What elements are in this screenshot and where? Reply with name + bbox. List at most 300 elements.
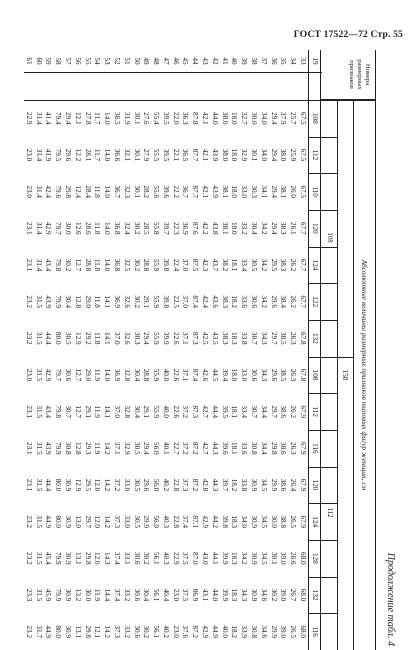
- table-cell: 30.4: [132, 405, 141, 418]
- table-cell: 29.6: [63, 148, 72, 162]
- table-cell: 29.5: [83, 478, 92, 492]
- table-cell: 12.7: [73, 258, 82, 272]
- group-header-158: 158: [337, 100, 353, 650]
- table-cell: 42.6: [201, 368, 210, 382]
- table-cell: 26.1: [289, 222, 298, 235]
- table-cell: 67.9: [299, 405, 307, 418]
- table-cell: 30.5: [132, 442, 141, 455]
- table-cell: 22.6: [171, 368, 180, 382]
- table-cell: 56.1: [152, 588, 161, 602]
- table-cell: 39.5: [161, 148, 170, 162]
- table-cell: 40.0: [161, 405, 170, 418]
- table-cell: 29.1: [142, 405, 151, 418]
- column-header-8: 108: [311, 369, 319, 381]
- table-cell: 12.9: [73, 478, 82, 492]
- table-cell: 30.9: [250, 478, 259, 492]
- table-cell: 30.9: [250, 552, 259, 565]
- table-cell: 67.7: [299, 222, 307, 235]
- table-cell: 29.9: [142, 515, 151, 528]
- table-cell: 67.9: [299, 442, 307, 455]
- table-cell: 22.9: [24, 112, 33, 125]
- table-cell: 44.1: [210, 552, 219, 565]
- table-cell: 87.2: [191, 442, 200, 455]
- corner-header: Номера размерных признаков: [321, 50, 375, 100]
- table-cell: 12.1: [73, 112, 82, 125]
- row-id: 54: [93, 57, 102, 65]
- table-cell: 11.7: [93, 112, 102, 125]
- table-cell: 87.2: [191, 625, 200, 638]
- table-cell: 33.0: [122, 478, 131, 492]
- table-cell: 38.1: [279, 185, 288, 198]
- table-cell: 67.5: [299, 185, 307, 198]
- table-cell: 38.6: [279, 442, 288, 455]
- table-cell: 14.3: [103, 552, 112, 565]
- table-cell: 34.5: [259, 515, 268, 528]
- table-cell: 30.5: [132, 478, 141, 492]
- table-cell: 37.3: [181, 478, 190, 492]
- table-cell: 87.7: [191, 148, 200, 162]
- table-cell: 79.6: [54, 185, 63, 198]
- table-cell: 26.0: [289, 185, 298, 198]
- table-cell: 33.1: [122, 552, 131, 565]
- table-cell: 11.8: [93, 258, 102, 272]
- table-cell: 87.8: [191, 112, 200, 125]
- table-cell: 33.0: [240, 185, 249, 198]
- table-cell: 29.4: [63, 112, 72, 125]
- table-cell: 26.4: [289, 478, 298, 492]
- table-cell: 44.4: [210, 405, 219, 418]
- table-cell: 38.3: [279, 258, 288, 272]
- table-cell: 39.0: [279, 552, 288, 565]
- table-cell: 68.0: [299, 552, 307, 565]
- table-cell: 30.7: [63, 405, 72, 418]
- table-cell: 42.3: [201, 258, 210, 272]
- table-cell: 23.3: [24, 588, 33, 602]
- table-cell: 30.9: [63, 625, 72, 638]
- table-cell: 55.9: [152, 332, 161, 345]
- table-cell: 27.9: [142, 148, 151, 162]
- table-cell: 79.5: [54, 148, 63, 162]
- table-row: [210, 50, 219, 650]
- table-cell: 26.3: [289, 442, 298, 455]
- table-cell: 33.6: [240, 442, 249, 455]
- column-divider: [308, 320, 338, 321]
- subgroup-header-112: 112: [326, 507, 333, 518]
- table-cell: 43.6: [210, 295, 219, 308]
- table-cell: 13.1: [73, 625, 82, 638]
- table-cell: 30.1: [132, 185, 141, 198]
- table-cell: 42.1: [201, 148, 210, 162]
- table-cell: 36.5: [112, 112, 121, 125]
- table-cell: 37.1: [181, 332, 190, 345]
- column-header-6: 122: [311, 296, 319, 308]
- table-cell: 30.2: [132, 258, 141, 272]
- table-cell: 36.9: [181, 222, 190, 235]
- table-cell: 22.2: [171, 185, 180, 198]
- table-cell: 30.2: [132, 222, 141, 235]
- column-index-header: [308, 50, 322, 650]
- table-cell: 67.8: [299, 332, 307, 345]
- table-cell: 30.9: [63, 515, 72, 528]
- table-cell: 30.7: [250, 405, 259, 418]
- table-cell: 34.1: [259, 185, 268, 198]
- row-id: 38: [250, 57, 259, 65]
- table-cell: 18.3: [230, 552, 239, 565]
- table-cell: 39.0: [279, 625, 288, 638]
- table-cell: 18.0: [230, 112, 239, 125]
- table-cell: 30.4: [63, 295, 72, 308]
- table-cell: 26.5: [289, 515, 298, 528]
- column-divider: [308, 503, 338, 504]
- table-cell: 11.9: [93, 368, 102, 382]
- table-cell: 37.9: [279, 112, 288, 125]
- table-cell: 14.1: [103, 405, 112, 418]
- table-cell: 23.2: [24, 332, 33, 345]
- table-cell: 22.3: [171, 222, 180, 235]
- table-cell: 29.8: [83, 552, 92, 565]
- row-id: 52: [112, 57, 121, 65]
- row-id: 33: [299, 57, 307, 65]
- row-id: 61: [24, 57, 33, 65]
- table-cell: 30.0: [83, 588, 92, 602]
- table-cell: 38.6: [279, 478, 288, 492]
- table-cell: 41.4: [44, 112, 53, 125]
- table-cell: 27.8: [83, 112, 92, 125]
- table-cell: 11.8: [93, 185, 102, 198]
- table-cell: 22.9: [171, 552, 180, 565]
- row-id: 60: [34, 57, 43, 65]
- table-cell: 39.9: [161, 332, 170, 345]
- table-cell: 79.7: [54, 368, 63, 382]
- table-cell: 79.9: [54, 295, 63, 308]
- row-id: 47: [161, 57, 170, 65]
- column-header-13: 128: [311, 552, 319, 564]
- table-cell: 30.2: [142, 552, 151, 565]
- column-header-1: 108: [311, 112, 319, 124]
- table-cell: 40.3: [161, 515, 170, 528]
- table-cell: 22.1: [171, 148, 180, 162]
- table-cell: 12.1: [93, 625, 102, 638]
- table-cell: 43.5: [210, 332, 219, 345]
- column-header-12: 124: [311, 516, 319, 528]
- table-cell: 13.2: [73, 588, 82, 602]
- table-cell: 11.7: [93, 148, 102, 162]
- table-cell: 39.9: [220, 552, 229, 565]
- table-cell: 45.9: [44, 588, 53, 602]
- table-cell: 30.6: [63, 368, 72, 382]
- table-cell: 12.0: [93, 515, 102, 528]
- table-cell: 36.7: [112, 185, 121, 198]
- table-cell: 30.4: [132, 368, 141, 382]
- table-cell: 23.0: [171, 625, 180, 638]
- column-divider: [308, 613, 338, 614]
- table-cell: 36.8: [112, 258, 121, 272]
- table-cell: 28.5: [142, 222, 151, 235]
- table-cell: 37.0: [181, 258, 190, 272]
- column-divider: [308, 467, 338, 468]
- row-id: 34: [289, 57, 298, 65]
- table-cell: 18.0: [230, 185, 239, 198]
- table-cell: 33.9: [240, 625, 249, 638]
- table-cell: 32.5: [122, 258, 131, 272]
- table-row: [34, 50, 43, 650]
- table-cell: 30.2: [142, 625, 151, 638]
- table-cell: 30.6: [250, 295, 259, 308]
- table-cell: 38.0: [279, 148, 288, 162]
- table-cell: 14.0: [103, 368, 112, 382]
- table-cell: 37.0: [112, 405, 121, 418]
- table-cell: 67.5: [299, 148, 307, 162]
- table-cell: 29.4: [269, 148, 278, 162]
- table-cell: 23.0: [24, 148, 33, 162]
- table-cell: 31.5: [34, 295, 43, 308]
- table-cell: 87.3: [191, 332, 200, 345]
- table-cell: 39.7: [161, 222, 170, 235]
- table-cell: 11.8: [93, 332, 102, 345]
- column-divider: [308, 247, 338, 248]
- table-cell: 29.7: [269, 332, 278, 345]
- table-cell: 39.8: [220, 515, 229, 528]
- table-cell: 32.3: [122, 185, 131, 198]
- column-header-14: 132: [311, 589, 319, 601]
- table-cell: 33.8: [240, 478, 249, 492]
- table-cell: 67.5: [299, 112, 307, 125]
- row-id: 41: [220, 57, 229, 65]
- table-cell: 40.2: [161, 478, 170, 492]
- column-divider: [308, 137, 338, 138]
- table-cell: 14.4: [103, 588, 112, 602]
- column-divider: [24, 100, 376, 101]
- row-id: 45: [181, 57, 190, 65]
- table-cell: 56.0: [152, 515, 161, 528]
- table-cell: 87.4: [191, 295, 200, 308]
- table-header: [320, 50, 376, 650]
- table-cell: 42.1: [201, 112, 210, 125]
- table-cell: 42.9: [201, 625, 210, 638]
- table-cell: 12.0: [93, 552, 102, 565]
- table-cell: 56.1: [152, 625, 161, 638]
- table-cell: 34.5: [259, 552, 268, 565]
- table-cell: 23.1: [24, 258, 33, 272]
- table-cell: 29.1: [83, 405, 92, 418]
- table-cell: 26.5: [289, 625, 298, 638]
- table-cell: 30.6: [132, 625, 141, 638]
- subgroup-header-108: 108: [326, 232, 333, 243]
- table-cell: 36.8: [112, 222, 121, 235]
- table-row: [161, 50, 170, 650]
- table-cell: 79.9: [54, 442, 63, 455]
- table-row: [239, 50, 248, 650]
- table-cell: 79.9: [54, 552, 63, 565]
- column-header-7: 132: [311, 332, 319, 344]
- row-id: 49: [142, 57, 151, 65]
- table-cell: 23.0: [24, 368, 33, 382]
- table-cell: 55.9: [152, 368, 161, 382]
- row-id: 56: [73, 57, 82, 65]
- table-cell: 31.4: [34, 258, 43, 272]
- table-cell: 43.1: [201, 588, 210, 602]
- row-id: 57: [63, 57, 72, 65]
- table-cell: 34.0: [259, 148, 268, 162]
- table-cell: 34.3: [259, 368, 268, 382]
- table-cell: 30.4: [250, 222, 259, 235]
- table-cell: 68.0: [299, 625, 307, 638]
- table-row: [24, 50, 33, 650]
- table-cell: 79.8: [54, 258, 63, 272]
- table-cell: 29.8: [63, 185, 72, 198]
- table-row: [180, 50, 189, 650]
- table-cell: 37.2: [181, 405, 190, 418]
- table-cell: 23.0: [171, 588, 180, 602]
- table-cell: 37.2: [181, 442, 190, 455]
- table-cell: 55.4: [152, 112, 161, 125]
- table-cell: 32.1: [122, 148, 131, 162]
- table-cell: 18.1: [230, 442, 239, 455]
- row-id: 46: [171, 57, 180, 65]
- table-cell: 44.4: [44, 478, 53, 492]
- table-cell: 33.2: [122, 588, 131, 602]
- table-cell: 56.0: [152, 478, 161, 492]
- table-cell: 55.9: [152, 295, 161, 308]
- page-header: ГОСТ 17522—72 Стр. 55: [293, 30, 403, 40]
- table-cell: 80.0: [54, 478, 63, 492]
- row-id: 58: [54, 57, 63, 65]
- table-cell: 22.6: [171, 332, 180, 345]
- table-cell: 30.9: [63, 552, 72, 565]
- table-cell: 43.8: [210, 222, 219, 235]
- table-cell: 29.1: [142, 295, 151, 308]
- column-header-5: 124: [311, 259, 319, 271]
- table-cell: 29.4: [142, 332, 151, 345]
- table-cell: 31.5: [34, 552, 43, 565]
- table-title: Абсолютные величины размерных признаков типовых фигур женщин, см: [353, 100, 375, 650]
- column-header-11: 120: [311, 479, 319, 491]
- table-row: [249, 50, 258, 650]
- table-cell: 44.3: [210, 478, 219, 492]
- table-cell: 30.6: [132, 588, 141, 602]
- table-cell: 44.9: [210, 625, 219, 638]
- table-cell: 31.4: [34, 222, 43, 235]
- table-cell: 32.8: [122, 405, 131, 418]
- table-cell: 87.4: [191, 368, 200, 382]
- table-cell: 29.0: [83, 368, 92, 382]
- table-cell: 18.3: [230, 515, 239, 528]
- table-cell: 41.9: [44, 148, 53, 162]
- table-cell: 12.9: [73, 332, 82, 345]
- table-cell: 34.3: [259, 332, 268, 345]
- table-row: [53, 50, 62, 650]
- table-cell: 37.4: [112, 588, 121, 602]
- table-cell: 34.6: [259, 588, 268, 602]
- table-cell: 14.2: [103, 442, 112, 455]
- column-divider: [308, 173, 338, 174]
- table-cell: 14.0: [103, 112, 112, 125]
- table-cell: 30.2: [63, 258, 72, 272]
- table-cell: 29.4: [269, 185, 278, 198]
- table-cell: 11.9: [93, 405, 102, 418]
- table-cell: 26.2: [289, 258, 298, 272]
- table-cell: 34.2: [259, 222, 268, 235]
- table-cell: 29.2: [83, 332, 92, 345]
- row-id: 39: [240, 57, 249, 65]
- table-cell: 42.4: [201, 295, 210, 308]
- table-cell: 12.7: [73, 368, 82, 382]
- table-cell: 30.1: [250, 148, 259, 162]
- table-cell: 32.9: [240, 148, 249, 162]
- table-cell: 30.0: [250, 112, 259, 125]
- table-cell: 37.4: [181, 515, 190, 528]
- table-cell: 30.9: [63, 478, 72, 492]
- table-cell: 87.3: [191, 405, 200, 418]
- table-cell: 79.9: [54, 588, 63, 602]
- table-cell: 34.2: [240, 552, 249, 565]
- table-cell: 22.8: [171, 515, 180, 528]
- table-cell: 18.2: [230, 478, 239, 492]
- table-cell: 30.1: [269, 552, 278, 565]
- table-cell: 14.1: [103, 295, 112, 308]
- table-cell: 67.8: [299, 368, 307, 382]
- table-cell: 38.2: [220, 258, 229, 272]
- table-row: [63, 50, 72, 650]
- table-cell: 34.0: [259, 112, 268, 125]
- table-cell: 18.2: [230, 625, 239, 638]
- table-cell: 33.2: [122, 625, 131, 638]
- table-body: [24, 50, 308, 650]
- table-cell: 30.9: [250, 515, 259, 528]
- table-cell: 31.5: [34, 515, 43, 528]
- table-cell: 38.3: [279, 222, 288, 235]
- table-cell: 26.2: [289, 295, 298, 308]
- row-id: 43: [201, 57, 210, 65]
- table-cell: 36.9: [112, 368, 121, 382]
- table-cell: 37.4: [112, 552, 121, 565]
- table-cell: 87.0: [191, 552, 200, 565]
- table-cell: 30.5: [132, 515, 141, 528]
- table-cell: 12.4: [73, 185, 82, 198]
- table-cell: 11.9: [93, 442, 102, 455]
- table-cell: 44.3: [210, 442, 219, 455]
- table-cell: 25.7: [289, 112, 298, 125]
- table-cell: 67.7: [299, 295, 307, 308]
- table-row: [122, 50, 131, 650]
- table-cell: 18.0: [230, 148, 239, 162]
- table-row: [220, 50, 229, 650]
- table-cell: 11.8: [93, 222, 102, 235]
- table-cell: 14.0: [103, 185, 112, 198]
- table-cell: 33.2: [240, 222, 249, 235]
- table-cell: 45.4: [44, 552, 53, 565]
- column-divider: [308, 540, 338, 541]
- table-cell: 44.0: [210, 588, 219, 602]
- table-cell: 39.6: [220, 442, 229, 455]
- table-cell: 38.6: [279, 405, 288, 418]
- column-header-2: 112: [311, 149, 319, 161]
- table-cell: 29.7: [83, 515, 92, 528]
- table-cell: 30.7: [250, 332, 259, 345]
- table-cell: 26.6: [289, 552, 298, 565]
- table-cell: 79.8: [54, 405, 63, 418]
- table-cell: 31.7: [34, 625, 43, 638]
- table-cell: 30.4: [142, 588, 151, 602]
- table-cell: 87.1: [191, 515, 200, 528]
- table-cell: 31.5: [34, 368, 43, 382]
- table-cell: 30.8: [250, 442, 259, 455]
- column-divider: [24, 72, 322, 73]
- row-id: 42: [210, 57, 219, 65]
- table-cell: 33.6: [240, 295, 249, 308]
- table-cell: 23.1: [24, 442, 33, 455]
- table-cell: 39.6: [161, 185, 170, 198]
